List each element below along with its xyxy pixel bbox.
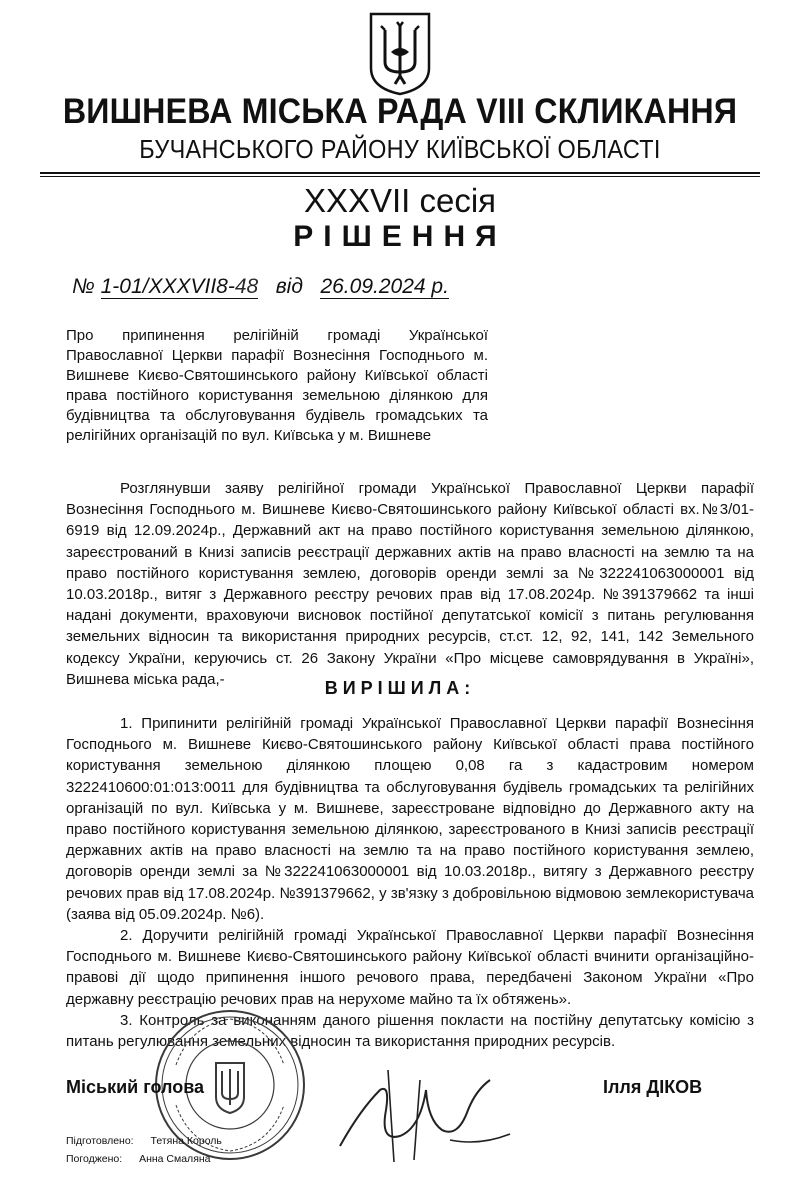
resolved-heading: ВИРІШИЛА:	[324, 678, 476, 698]
header-divider-thin	[40, 176, 760, 177]
decision-items	[66, 713, 754, 1052]
session-label: XXXVII сесія	[303, 182, 497, 219]
trident-coat-of-arms-icon	[367, 10, 433, 96]
mayor-title: Міський голова	[66, 1077, 205, 1097]
date-prefix: від	[275, 275, 303, 298]
approved-label: Погоджено:	[66, 1153, 123, 1165]
decision-subject: Про припинення релігійній громаді Української Православної Церкви парафії Вознесіння Господнього м. Вишневе Києво-Святошинського району Київської області права постійного користування земельною ділянкою для будівництва та обслуговування будівель громадських та релігійних організацій по вул. Київська у м. Вишневе	[66, 327, 488, 444]
document-type-title: РІШЕННЯ	[293, 220, 507, 253]
prepared-name: Тетяна Король	[150, 1135, 222, 1147]
decision-item: 2. Доручити релігійній громаді Української Православної Церкви парафії Вознесіння Господнього м. Вишневе Києво-Святошинського району Київської області вчинити організаційно-правові дії щодо припинення іншого речового права, передбачені Законом України «Про державну реєстрацію речових прав на нерухоме майно та їх обтяжень».	[66, 927, 754, 1008]
decision-item: 3. Контроль за виконанням даного рішення покласти на постійну депутатську комісію з питань регулювання земельних відносин та використання природних ресурсів.	[66, 1011, 754, 1051]
approved-name: Анна Смаляна	[139, 1153, 211, 1165]
council-subtitle: БУЧАНСЬКОГО РАЙОНУ КИЇВСЬКОЇ ОБЛАСТІ	[139, 136, 661, 164]
mayor-name: Ілля ДІКОВ	[603, 1077, 703, 1097]
preamble-text: Розглянувши заяву релігійної громади Української Православної Церкви парафії Вознесіння Господнього м. Вишневе Києво-Святошинського району Київської області вх.№3/01-6919 від 12.09.2024р., Державний акт на право постійного користування земельною ділянкою, зареєстрований в Книзі записів реєстрації державних актів на право власності на землю та на право постійного користування землею, договорів оренди землі за №322241063000001 від 10.03.2018р., витяг з Державного реєстру речових прав від 17.08.2024р. №391379662 та інші надані документи, враховуючи висновок постійної депутатської комісії з питань регулювання земельних відносин та використання природних ресурсів, ст.ст. 12, 92, 141, 142 Земельного кодексу України, керуючись ст. 26 Закону України «Про місцеве самоврядування в Україні», Вишнева міська рада,-	[66, 480, 754, 688]
decision-date: 26.09.2024 р.	[320, 275, 449, 298]
header-divider-thick	[40, 172, 760, 174]
decision-number-line	[72, 275, 449, 299]
decision-item: 1. Припинити релігійній громаді Української Православної Церкви парафії Вознесіння Господнього м. Вишневе Києво-Святошинського району Київської області права постійного користування земельною ділянкою площею 0,08 га з кадастровим номером 3222410600:01:013:0011 для будівництва та обслуговування будівель громадських та релігійних організацій по вул. Київська у м. Вишневе, зареєстроване відповідно до Державного акту на право постійного користування земельною ділянкою, зареєстрованого в Книзі записів реєстрації державних актів на право власності на землю та на право постійного користування землею, договорів оренди землі за №322241063000001 від 10.03.2018р., витягу з Державного реєстру речових прав від 17.08.2024р. №391379662, у зв'язку з добровільною відмовою землекористувача (заява від 05.09.2024р. №6).	[66, 715, 754, 923]
prepared-by-line	[66, 1135, 222, 1147]
approved-by-line	[66, 1153, 211, 1165]
decision-number-value: 1-01/XXXVII8-	[100, 275, 235, 298]
prepared-label: Підготовлено:	[66, 1135, 134, 1147]
preamble-block	[66, 478, 754, 690]
handwritten-signature-icon	[330, 1050, 520, 1170]
number-prefix: №	[72, 275, 95, 298]
decision-number-handwritten: 48	[234, 275, 259, 298]
decision-number	[101, 275, 259, 299]
council-title: ВИШНЕВА МІСЬКА РАДА VIII СКЛИКАННЯ	[62, 92, 738, 131]
